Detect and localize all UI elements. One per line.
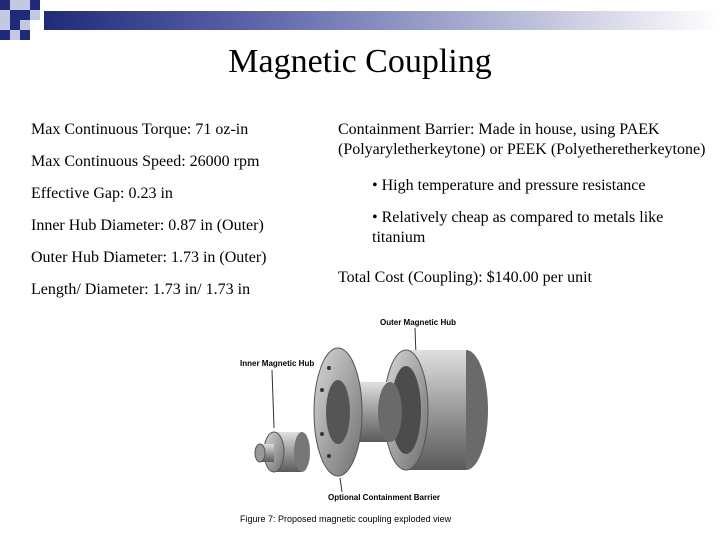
- spec-length-diameter: Length/ Diameter: 1.73 in/ 1.73 in: [31, 281, 251, 298]
- header-bar: [44, 11, 720, 30]
- bullet-high-temp: • High temperature and pressure resistance: [372, 177, 646, 194]
- spec-max-torque: Max Continuous Torque: 71 oz-in: [31, 121, 249, 138]
- outer-hub-label: Outer Magnetic Hub: [380, 318, 457, 327]
- inner-hub-label: Inner Magnetic Hub: [240, 359, 315, 368]
- specs-right-list: [338, 120, 708, 288]
- slide-title: Magnetic Coupling: [228, 43, 492, 80]
- coupling-exploded-view-image: [230, 310, 490, 515]
- figure-caption: Figure 7: Proposed magnetic coupling exploded view: [240, 514, 452, 524]
- spec-effective-gap: Effective Gap: 0.23 in: [31, 185, 173, 202]
- bullet-cheap: • Relatively cheap as compared to metals like titanium: [372, 209, 664, 246]
- spec-inner-hub-diameter: Inner Hub Diameter: 0.87 in (Outer): [31, 217, 264, 234]
- spec-max-speed: Max Continuous Speed: 26000 rpm: [31, 153, 260, 170]
- barrier-label: Optional Containment Barrier: [328, 493, 441, 502]
- specs-left-list: [31, 120, 321, 312]
- spec-outer-hub-diameter: Outer Hub Diameter: 1.73 in (Outer): [31, 249, 267, 266]
- containment-barrier-text: Containment Barrier: Made in house, using PAEK (Polyaryletherkeytone) or PEEK (Polyetheretherkeytone): [338, 121, 706, 158]
- total-cost-text: Total Cost (Coupling): $140.00 per unit: [338, 269, 592, 286]
